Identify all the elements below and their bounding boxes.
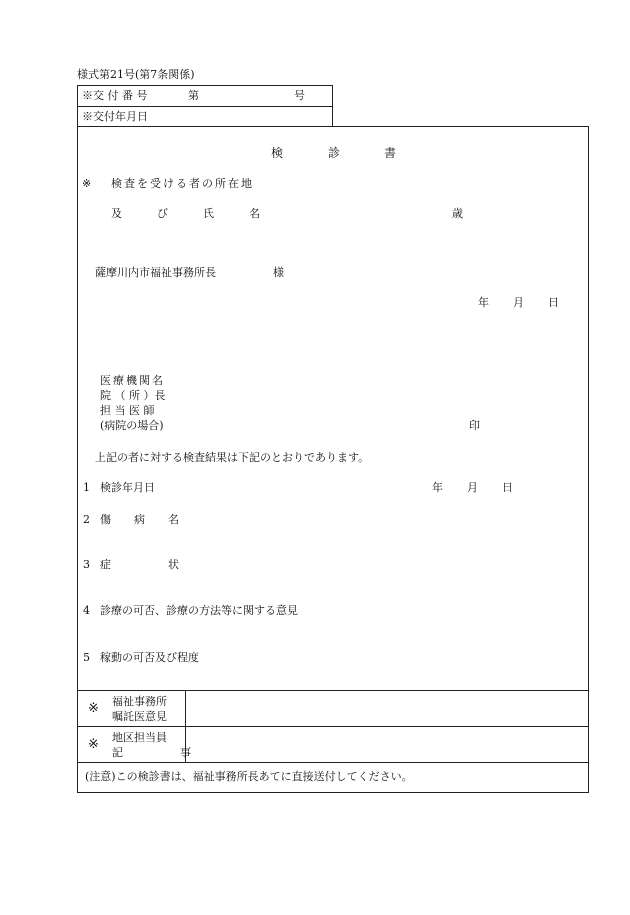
seal-mark: 印 [469,419,480,432]
welfare-section-top-line [77,690,589,691]
item-2-label: 傷 病 名 [100,513,185,526]
issue-number-label: ※交 付 番 号 [82,89,148,102]
exam-date-day: 日 [502,481,513,494]
name-char-1: 及 [111,207,122,220]
item-5-num: 5 [83,651,90,664]
director-label: 院 （ 所 ）長 [100,389,166,402]
item-3-num: 3 [83,558,90,571]
doctor-label: 担 当 医 師 [100,404,155,417]
district-section-top-line [77,726,589,727]
item-4-label: 診療の可否、診療の方法等に関する意見 [100,604,298,617]
title-char-1: 検 [271,146,284,160]
name-char-3: 氏 [203,207,214,220]
exam-date-year: 年 [432,481,443,494]
item-3-label: 症 状 [100,558,185,571]
exam-date-month: 月 [467,481,478,494]
institution-name-label: 医療機関名 [100,374,165,387]
hospital-case-label: (病院の場合) [100,419,164,432]
item-1-label: 検診年月日 [100,481,155,494]
note-text: (注意)この検診書は、福祉事務所長あてに直接送付してください。 [85,770,413,783]
form-number: 様式第21号(第7条関係) [77,68,195,81]
item-4-num: 4 [83,604,90,617]
date-day: 日 [548,296,559,309]
item-1-num: 1 [83,481,90,494]
issue-date-label: ※交付年月日 [82,110,148,123]
header-divider [77,106,333,107]
title-char-3: 書 [384,146,397,160]
welfare-mark: ※ [88,701,99,716]
welfare-label-line-1: 福祉事務所 [112,695,167,708]
examinee-address-label: 検査を受ける者の所在地 [111,177,254,190]
district-label-line-1: 地区担当員 [112,731,167,744]
title-char-2: 診 [328,146,341,160]
item-2-num: 2 [83,513,90,526]
addressee-sama: 様 [273,266,284,279]
welfare-label-line-2: 嘱託医意見 [112,710,167,723]
name-char-4: 名 [249,207,260,220]
district-mark: ※ [88,737,99,752]
note-top-line [77,762,589,763]
item-5-label: 稼動の可否及び程度 [100,651,199,664]
result-statement: 上記の者に対する検査結果は下記のとおりであります。 [95,451,370,464]
date-year: 年 [478,296,489,309]
examinee-mark: ※ [82,177,92,190]
name-char-2: び [157,207,168,220]
issue-number-go: 号 [294,89,305,102]
date-month: 月 [513,296,524,309]
issue-number-dai: 第 [188,89,199,102]
age-label: 歳 [452,207,463,220]
district-label-line-2: 記 事 [112,746,197,759]
addressee-office: 薩摩川内市福祉事務所長 [95,266,216,279]
